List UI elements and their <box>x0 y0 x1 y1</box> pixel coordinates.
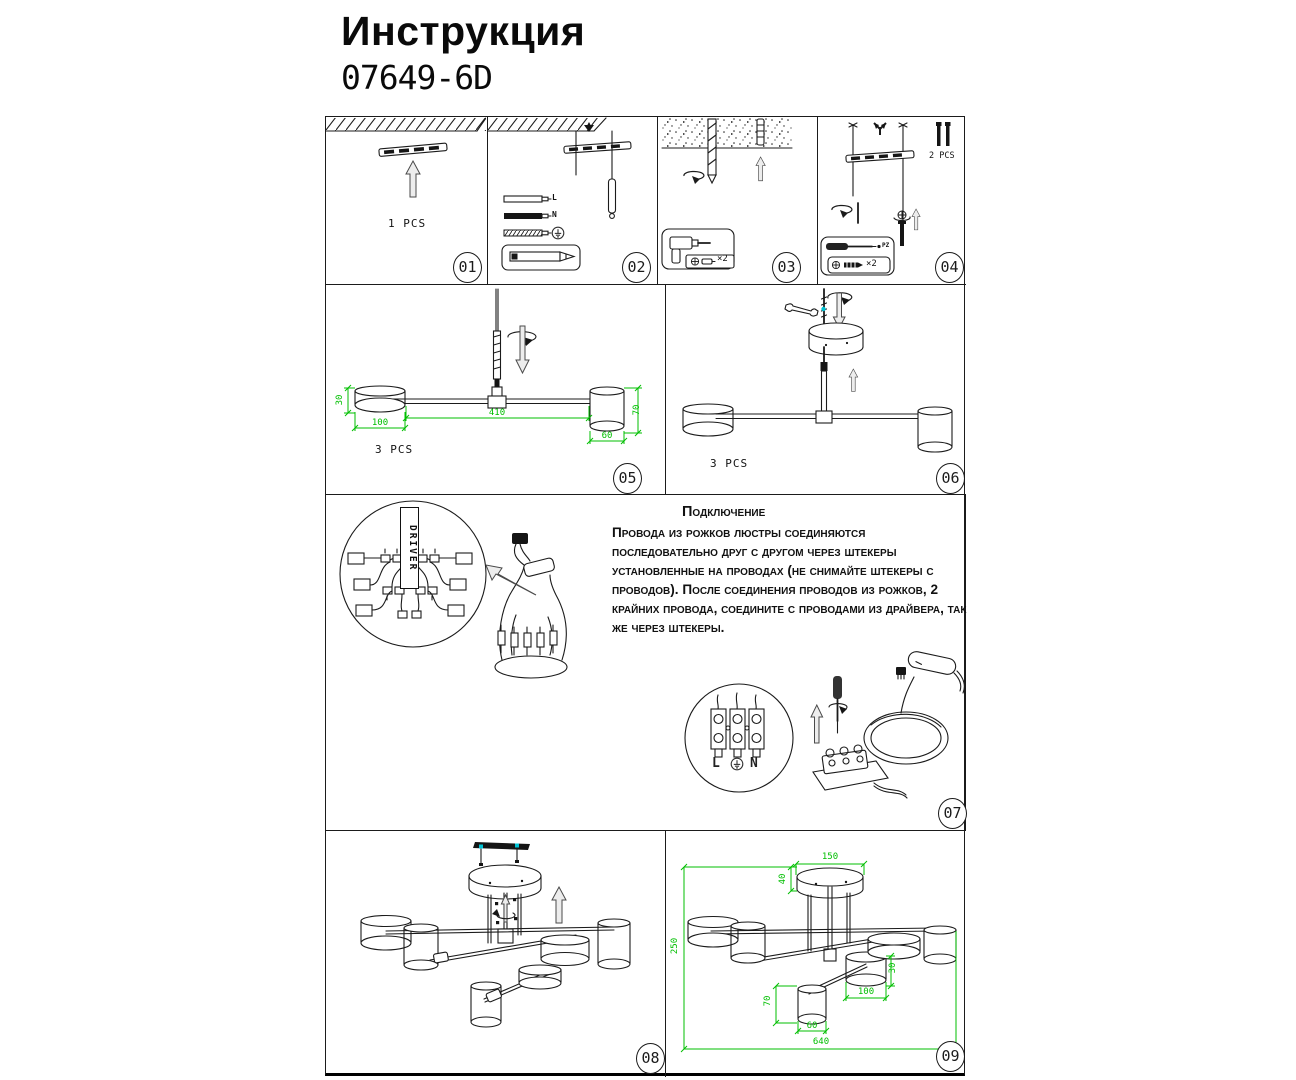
multiplier-label: ×2 <box>866 259 877 269</box>
right-shade <box>590 387 624 431</box>
up-arrow-icon <box>552 887 566 923</box>
step08-illustration <box>326 831 664 1075</box>
screw-head-icon <box>691 258 698 265</box>
driver-with-coil <box>864 650 964 764</box>
wire-n-label: N <box>552 210 557 219</box>
dim-shade-height-left: 30 <box>335 394 345 406</box>
model-number: 07649-6D <box>341 58 492 97</box>
plug-row <box>498 625 557 655</box>
dim-arm-length: 410 <box>488 408 506 418</box>
step-number: 09 <box>936 1041 965 1072</box>
shade <box>404 924 438 970</box>
step-number: 02 <box>622 252 651 283</box>
step-number: 07 <box>938 798 967 829</box>
canopy <box>469 865 541 899</box>
qty-label: 3 PCS <box>710 457 749 470</box>
press-mark-icon <box>874 123 886 135</box>
qty-label: 2 PCS <box>929 151 955 161</box>
panel-step-07 <box>326 495 966 831</box>
panel-step-06 <box>666 285 966 495</box>
mounting-bracket <box>564 142 631 154</box>
panel-step-09 <box>666 831 966 1077</box>
panel-step-03 <box>658 117 818 285</box>
connection-heading: Подключение <box>682 504 766 520</box>
instruction-sheet <box>325 116 965 1076</box>
left-shade <box>683 404 733 436</box>
right-shade <box>918 407 952 452</box>
step-number: 05 <box>613 463 642 494</box>
mounting-bracket <box>379 143 447 156</box>
up-arrow-icon <box>756 157 765 181</box>
step-number: 01 <box>453 252 482 283</box>
shade <box>471 982 501 1027</box>
shade <box>519 965 561 989</box>
drill-bit-icon <box>708 119 716 183</box>
dim-shade-diameter-low: 60 <box>806 1021 818 1031</box>
pencil-icon <box>502 245 580 270</box>
page-title: Инструкция <box>341 8 586 54</box>
rotate-icon <box>832 205 852 218</box>
up-arrow-icon <box>406 161 420 197</box>
dim-total-width: 640 <box>812 1037 830 1047</box>
qty-label: 1 PCS <box>388 217 427 230</box>
canopy <box>809 323 863 355</box>
shade <box>598 919 630 969</box>
wire-l-label: L <box>552 193 557 202</box>
panel-step-08 <box>326 831 666 1077</box>
shade <box>798 985 826 1024</box>
terminal-on-plate <box>813 745 907 798</box>
screwdriver-detail <box>811 676 847 743</box>
highlight-dot <box>821 307 825 311</box>
dim-canopy-height: 40 <box>778 873 788 885</box>
step-number: 04 <box>935 252 964 283</box>
center-rod <box>492 289 502 397</box>
dim-shade-height-mid: 30 <box>888 962 898 974</box>
wall-plug-icon <box>757 119 764 145</box>
step-number: 03 <box>772 252 801 283</box>
panel-step-05 <box>326 285 666 495</box>
step05-illustration <box>326 285 664 493</box>
shade <box>541 935 589 966</box>
dim-total-height: 250 <box>670 937 680 955</box>
connection-instructions: Провода из рожков люстры соединяются последовательно друг с другом через штекеры установленные на проводах (не снимайте штекеры с проводов). После соединения проводов из рожков, 2 крайних провода, соедините с проводами из драйвера, так же через штекеры. <box>612 525 967 635</box>
multiplier-label: ×2 <box>717 254 728 264</box>
terminal-n-label: N <box>750 756 758 771</box>
screws-2pcs-icon <box>936 122 951 146</box>
driver-label: DRIVER <box>400 507 419 589</box>
screw-press-icon <box>894 211 910 246</box>
qty-label: 3 PCS <box>375 443 414 456</box>
up-arrow-icon <box>912 209 920 230</box>
canopy <box>797 868 863 898</box>
up-arrow-icon <box>849 369 858 391</box>
mounting-bracket <box>473 842 530 866</box>
earth-icon <box>552 227 564 239</box>
dim-shade-height-right: 70 <box>632 404 642 416</box>
chandelier-center-sketch <box>486 533 567 678</box>
dim-shade-height-low: 70 <box>763 995 773 1007</box>
wrench-icon <box>785 304 818 316</box>
panel-step-04 <box>818 117 966 285</box>
hub <box>498 929 513 943</box>
pendant-tube <box>609 179 616 213</box>
bit-label: PZ <box>882 242 890 249</box>
rotate-down-arrow <box>508 326 536 373</box>
step-number: 06 <box>936 463 965 494</box>
dim-shade-diameter-left: 100 <box>371 418 389 428</box>
rotate-icon <box>684 171 704 184</box>
dim-canopy-diameter: 150 <box>821 852 839 862</box>
step-number: 08 <box>636 1043 665 1074</box>
panel-step-02 <box>488 117 658 285</box>
shade <box>924 926 956 964</box>
dim-shade-diameter-mid: 100 <box>857 987 875 997</box>
dim-shade-diameter-right: 60 <box>601 431 613 441</box>
terminal-l-label: L <box>712 756 720 771</box>
mounting-bracket <box>846 151 914 163</box>
panel-step-01 <box>326 117 488 285</box>
